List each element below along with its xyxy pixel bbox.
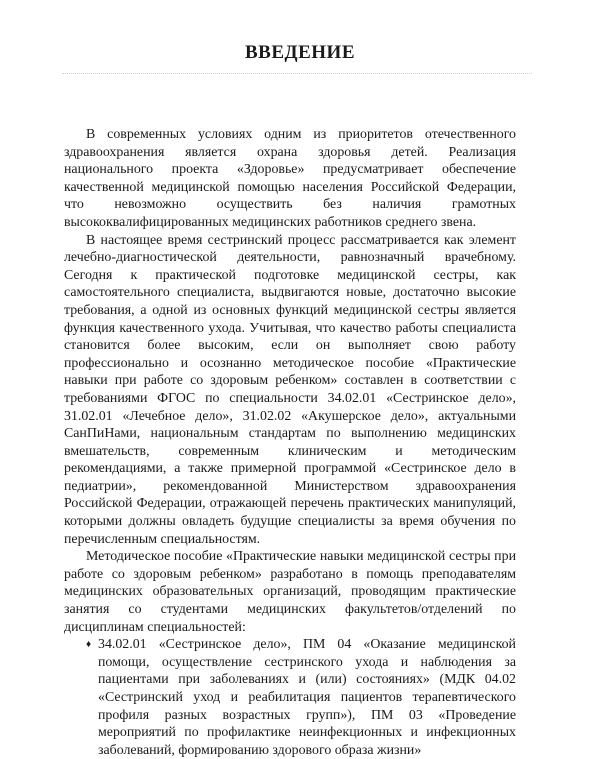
list-item <box>64 636 516 759</box>
specialties-list <box>64 636 516 759</box>
scan-artifact-divider <box>62 73 532 75</box>
paragraph-1: В современных условиях одним из приоритетов отечественного здравоохранения является охрана здоровья детей. Реализация национального проекта «Здоровье» предусматривает обеспечение качественной медицинской помощью населения Российской Федерации, что невозможно осуществить без наличия грамотных высококвалифицированных медицинских работников среднего звена. <box>64 127 516 230</box>
paragraph-3: Методическое пособие «Практические навыки медицинской сестры при работе со здоровым ребенком» разработано в помощь преподавателям медицинских образовательных организаций, проводящим практические занятия со студентами медицинских факультетов/отделений по дисциплинам специальностей: <box>64 549 516 635</box>
page-title: ВВЕДЕНИЕ <box>245 42 355 63</box>
list-item-text: 34.02.01 «Сестринское дело», ПМ 04 «Оказание медицинской помощи, осуществление сестринского ухода и наблюдения за пациентами при заболеваниях и (или) состояниях» (МДК 04.02 «Сестринский уход и реабилитация пациентов терапевтического профиля разных возрастных групп»), ПМ 03 «Проведение мероприятий по профилактике неинфекционных и инфекционных заболеваний, формированию здорового образа жизни» <box>98 637 516 758</box>
bullet-icon: ♦ <box>86 639 92 651</box>
document-body <box>64 126 516 759</box>
paragraph-2: В настоящее время сестринский процесс рассматривается как элемент лечебно-диагностической деятельности, равнозначный врачебному. Сегодня к практической подготовке медицинской сестры, как самостоятельного специалиста, выдвигаются новые, достаточно высокие требования, а одной из основных функций медицинской сестры является функция качественного ухода. Учитывая, что качество работы специалиста становится более высоким, если он выполняет свою работу профессионально и осознанно методическое пособие «Практические навыки при работе со здоровым ребенком» составлен в соответствии с требованиями ФГОС по специальности 34.02.01 «Сестринское дело», 31.02.01 «Лечебное дело», 31.02.02 «Акушерское дело», актуальными СанПиНами, национальным стандартам по выполнению медицинских вмешательств, современным клиническим и методическим рекомендациями, а также примерной программой «Сестринское дело в педиатрии», рекомендованной Министерством здравоохранения Российской Федерации, отражающей перечень практических манипуляций, которыми должны овладеть будущие специалисты за время обучения по перечисленным специальностям. <box>64 232 516 547</box>
